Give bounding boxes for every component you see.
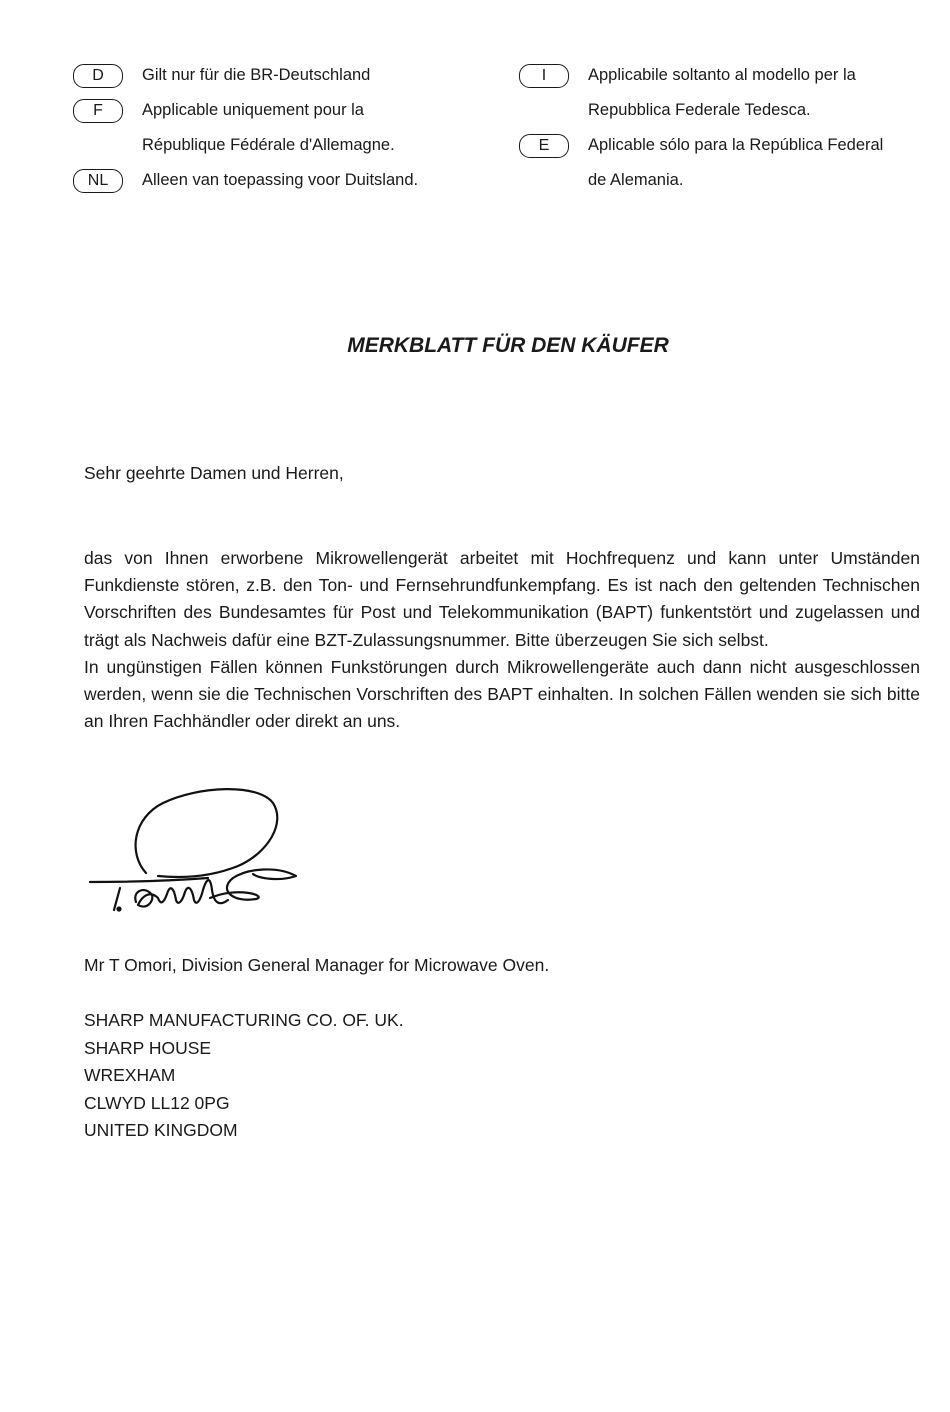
notice-row bbox=[519, 93, 939, 128]
notice-row bbox=[73, 93, 493, 128]
paragraph-2: In ungünstigen Fällen können Funkstörungen durch Mikrowellengeräte auch dann nicht ausgeschlossen werden, wenn sie die Technischen Vorschriften des BAPT einhalten. In solchen Fällen wenden sie sich bitte an Ihren Fachhändler oder direkt an uns. bbox=[84, 656, 920, 732]
notice-row bbox=[73, 163, 493, 198]
address-line: SHARP HOUSE bbox=[84, 1037, 212, 1058]
signer-line: Mr T Omori, Division General Manager for Microwave Oven. bbox=[84, 955, 550, 975]
notice-row bbox=[73, 58, 493, 93]
paragraph-1: das von Ihnen erworbene Mikrowellengerät arbeitet mit Hochfrequenz und kann unter Umständen Funkdienste stören, z.B. den Ton- und Fernsehrundfunkempfang. Es ist nach den geltenden Technischen Vorschriften des Bundesamtes für Post und Telekommunikation (BAPT) funkentstört und zugelassen und trägt als Nachweis dafür eine BZT-Zulassungsnummer. Bitte überzeugen Sie sich selbst. bbox=[84, 548, 920, 650]
notice-text: Repubblica Federale Tedesca. bbox=[588, 101, 811, 119]
notice-text: de Alemania. bbox=[588, 171, 684, 189]
notice-row bbox=[519, 58, 939, 93]
notice-row bbox=[73, 128, 493, 163]
signature bbox=[88, 778, 303, 918]
notice-row bbox=[519, 163, 939, 198]
address-line: WREXHAM bbox=[84, 1065, 176, 1085]
document-title: MERKBLATT FÜR DEN KÄUFER bbox=[347, 334, 669, 357]
notice-text: Applicabile soltanto al modello per la bbox=[588, 66, 856, 84]
notice-text: Alleen van toepassing voor Duitsland. bbox=[142, 171, 419, 189]
company-address bbox=[84, 1007, 404, 1145]
notice-text: Applicable uniquement pour la bbox=[142, 101, 364, 119]
notice-text: Gilt nur für die BR-Deutschland bbox=[142, 66, 371, 84]
notice-list-right bbox=[519, 58, 939, 198]
country-code-badge: E bbox=[519, 134, 569, 158]
greeting: Sehr geehrte Damen und Herren, bbox=[84, 463, 344, 483]
country-code-badge: NL bbox=[73, 169, 123, 193]
country-code-badge: D bbox=[73, 64, 123, 88]
notice-list-left bbox=[73, 58, 493, 198]
letter-body bbox=[84, 545, 920, 735]
notice-text: Aplicable sólo para la República Federal bbox=[588, 136, 884, 154]
country-code-badge: F bbox=[73, 99, 123, 123]
notice-text: République Fédérale d'Allemagne. bbox=[142, 136, 395, 154]
address-line: CLWYD LL12 0PG bbox=[84, 1092, 230, 1113]
country-code-badge: I bbox=[519, 64, 569, 88]
notice-row bbox=[519, 128, 939, 163]
address-line: UNITED KINGDOM bbox=[84, 1120, 238, 1140]
address-line: SHARP MANUFACTURING CO. OF. UK. bbox=[84, 1010, 404, 1030]
